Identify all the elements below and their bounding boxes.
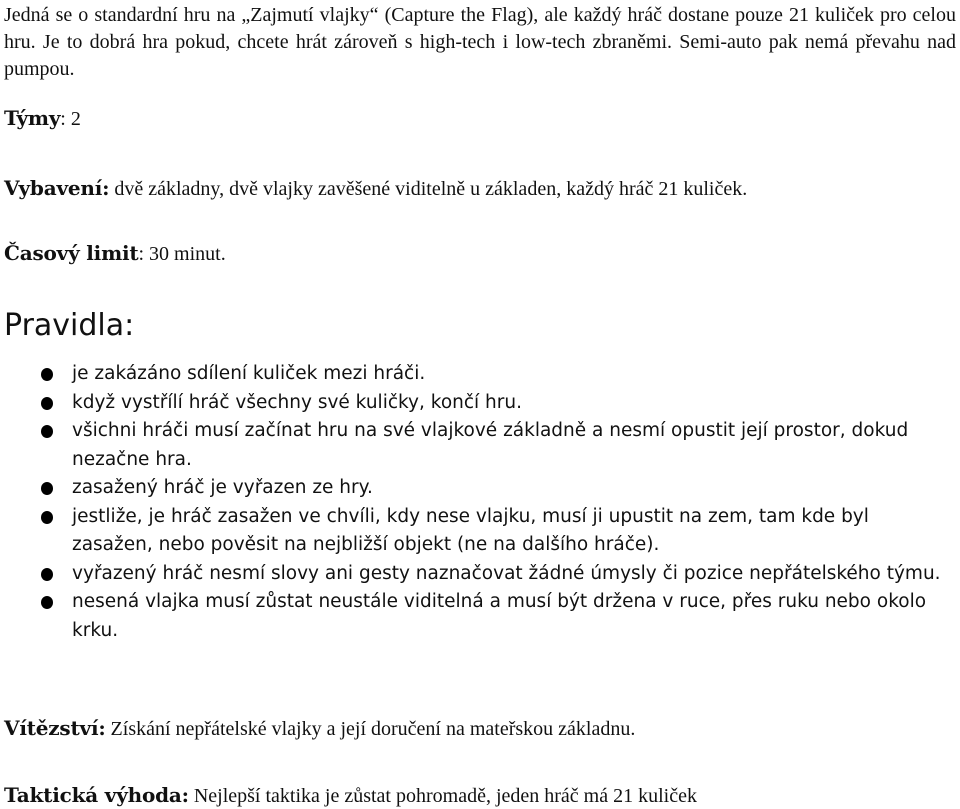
rule-text: vyřazený hráč nesmí slovy ani gesty naznačovat žádné úmysly či pozice nepřátelského týmu. bbox=[72, 562, 941, 584]
rule-text: jestliže, je hráč zasažen ve chvíli, kdy nese vlajku, musí ji upustit na zem, tam kde byl zasažen, nebo pověsit na nejbližší objekt (ne na dalšího hráče). bbox=[72, 505, 869, 555]
list-item bbox=[0, 417, 960, 474]
list-item bbox=[0, 389, 960, 418]
teams-separator: : bbox=[60, 108, 71, 130]
rule-text: nesená vlajka musí zůstat neustále viditelná a musí být držena v ruce, přes ruku nebo okolo krku. bbox=[72, 591, 927, 641]
rules-heading: Pravidla: bbox=[4, 308, 135, 343]
list-item bbox=[0, 474, 960, 503]
rule-text: zasažený hráč je vyřazen ze hry. bbox=[72, 477, 373, 498]
rule-text: je zakázáno sdílení kuliček mezi hráči. bbox=[72, 363, 426, 384]
rule-text: všichni hráči musí začínat hru na své vlajkové základně a nesmí opustit její prostor, dokud nezačne hra. bbox=[72, 420, 909, 470]
list-item bbox=[0, 503, 960, 560]
tactic-label: Taktická výhoda: bbox=[4, 783, 189, 807]
teams-label: Týmy bbox=[4, 106, 61, 130]
bullet-icon bbox=[41, 397, 53, 410]
victory-line bbox=[4, 715, 635, 742]
bullet-icon bbox=[41, 482, 53, 495]
rule-text: když vystřílí hráč všechny své kuličky, končí hru. bbox=[72, 391, 522, 413]
bullet-icon bbox=[41, 511, 53, 524]
equipment-label: Vybavení: bbox=[4, 176, 110, 200]
bullet-icon bbox=[41, 596, 53, 609]
teams-value: 2 bbox=[70, 108, 81, 130]
list-item bbox=[0, 360, 960, 389]
list-item bbox=[0, 560, 960, 589]
equipment-line bbox=[4, 175, 747, 202]
rules-list bbox=[0, 360, 960, 645]
time-limit-separator: : bbox=[138, 243, 150, 265]
victory-value: Získání nepřátelské vlajky a její doručení na mateřskou základnu. bbox=[105, 718, 636, 740]
tactic-value: Nejlepší taktika je zůstat pohromadě, jeden hráč má 21 kuliček bbox=[188, 785, 697, 807]
time-limit-line bbox=[4, 240, 226, 267]
teams-line bbox=[4, 105, 81, 132]
victory-label: Vítězství: bbox=[4, 716, 106, 740]
list-item bbox=[0, 588, 960, 645]
intro-paragraph: Jedná se o standardní hru na „Zajmutí vlajky“ (Capture the Flag), ale každý hráč dostane pouze 21 kuliček pro celou hru. Je to dobrá hra pokud, chcete hrát zároveň s high-tech i low-tech zbraněmi. Semi-auto pak nemá převahu nad pumpou. bbox=[4, 4, 956, 80]
tactic-line bbox=[4, 782, 697, 809]
bullet-icon bbox=[41, 425, 53, 438]
equipment-value: dvě základny, dvě vlajky zavěšené viditelně u základen, každý hráč 21 kuliček. bbox=[109, 178, 748, 200]
bullet-icon bbox=[41, 368, 53, 381]
time-limit-value: 30 minut. bbox=[149, 243, 226, 265]
time-limit-label: Časový limit bbox=[4, 241, 139, 265]
bullet-icon bbox=[41, 568, 53, 581]
